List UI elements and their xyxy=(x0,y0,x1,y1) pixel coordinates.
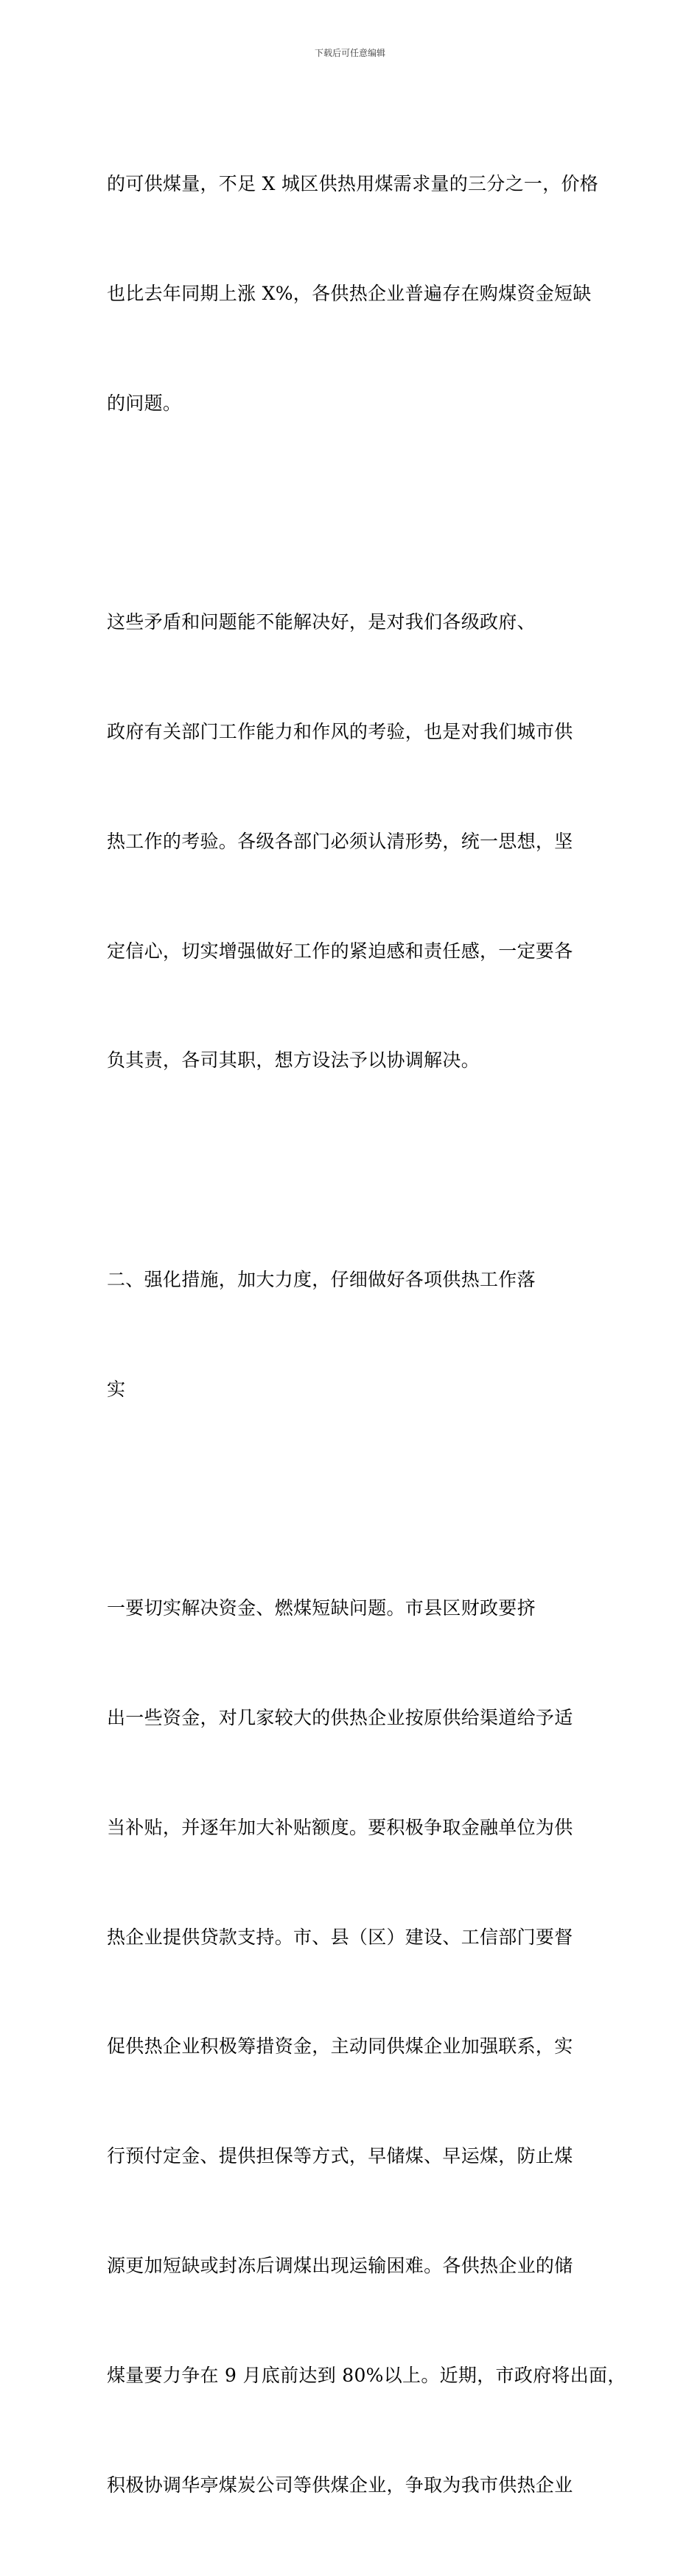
text-line: 积极协调华亭煤炭公司等供煤企业，争取为我市供热企业 xyxy=(107,2474,573,2496)
text-line: 实 xyxy=(107,1378,126,1400)
paragraph-gap xyxy=(107,1481,615,1518)
text-line: 的问题。 xyxy=(107,392,182,414)
text-line: 这些矛盾和问题能不能解决好，是对我们各级政府、 xyxy=(107,611,536,633)
text-line: 当补贴，并逐年加大补贴额度。要积极争取金融单位为供 xyxy=(107,1816,573,1838)
paragraph-coal-supply xyxy=(107,93,615,495)
paragraph-funding xyxy=(107,1517,626,2576)
text-line: 定信心，切实增强做好工作的紧迫感和责任感，一定要各 xyxy=(107,940,573,962)
text-line: 源更加短缺或封冻后调煤出现运输困难。各供热企业的储 xyxy=(107,2255,573,2277)
download-note: 下载后可任意编辑 xyxy=(314,48,385,58)
text-line: 煤量要力争在 9 月底前达到 80%以上。近期，市政府将出面， xyxy=(107,2364,626,2386)
text-line: 负其责，各司其职，想方设法予以协调解决。 xyxy=(107,1049,480,1071)
text-line: 政府有关部门工作能力和作风的考验，也是对我们城市供 xyxy=(107,721,573,743)
paragraph-gap xyxy=(107,1152,615,1189)
text-line: 出一些资金，对几家较大的供热企业按原供给渠道给予适 xyxy=(107,1707,573,1729)
document-body xyxy=(107,93,626,2576)
text-line: 也比去年同期上涨 X%，各供热企业普遍存在购煤资金短缺 xyxy=(107,282,592,304)
text-line: 的可供煤量，不足 X 城区供热用煤需求量的三分之一，价格 xyxy=(107,173,599,195)
text-line: 一要切实解决资金、燃煤短缺问题。市县区财政要挤 xyxy=(107,1597,536,1619)
text-line: 热企业提供贷款支持。市、县（区）建设、工信部门要督 xyxy=(107,1926,573,1948)
paragraph-gap xyxy=(107,495,615,532)
text-line: 热工作的考验。各级各部门必须认清形势，统一思想，坚 xyxy=(107,830,573,852)
paragraph-challenges xyxy=(107,531,615,1152)
text-line: 促供热企业积极筹措资金，主动同供煤企业加强联系，实 xyxy=(107,2035,573,2058)
text-line: 行预付定金、提供担保等方式，早储煤、早运煤，防止煤 xyxy=(107,2145,573,2167)
text-line: 二、强化措施，加大力度，仔细做好各项供热工作落 xyxy=(107,1269,536,1290)
section-heading-two xyxy=(107,1189,615,1481)
